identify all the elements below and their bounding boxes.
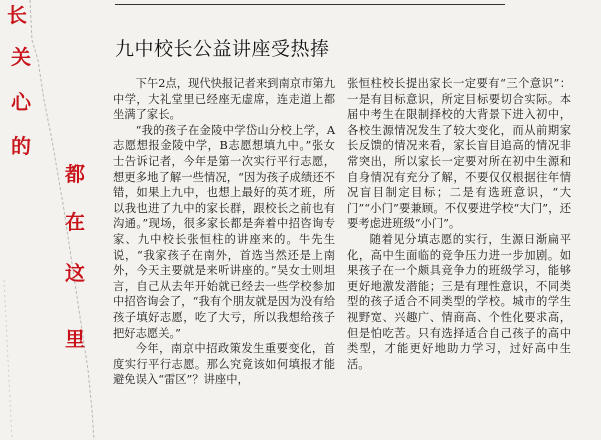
sidebar-char: 在 [65,210,85,234]
sidebar-char: 的 [11,134,31,158]
sidebar-char: 这 [65,261,85,285]
article-column-left [113,76,335,388]
paragraph: 下午2点，现代快报记者来到南京市第九中学，大礼堂里已经座无虚席，连走道上都坐满了家长。 [113,77,335,122]
sidebar-char: 关 [11,45,31,69]
article-headline: 九中校长公益讲座受热捧 [115,38,330,60]
paragraph: 今年，南京中招政策发生重要变化，首度实行平行志愿。那么究竟该如何填报才能避免误入“雷区”？讲座中， [113,342,335,387]
top-rule [115,4,505,5]
article-column-right [347,76,571,372]
sidebar-char: 里 [65,327,85,351]
sidebar-char: 都 [65,162,85,186]
paragraph: 随着见分填志愿的实行，生源日渐扁平化，高中生面临的竞争压力进一步加剧。如果孩子在一个颇具竞争力的班级学习，能够更好地激发潜能；三是有理性意识，不同类型的孩子适合不同类型的学校。城市的学生视野宽、兴趣广、情商高、个性化要求高，但是怕吃苦。只有选择适合自己孩子的高中类型，才能更好地助力学习，过好高中生活。 [347,232,571,371]
paragraph: “我的孩子在金陵中学岱山分校上学，A志愿想报金陵中学，B志愿想填九中。”张女士告诉记者，今年是第一次实行平行志愿，想更多地了解一些情况，“因为孩子成绩还不错，如果上九中，也想上最好的英才班，所以我也进了九中的家长群，跟校长之前也有沟通。”现场，很多家长都是奔着中招咨询专家、九中校长张恒柱的讲座来的。牛先生说，“我家孩子在南外，首选当然还是上南外，今天主要就是来听讲座的。”吴女士则坦言，自己从去年开始就已经去一些学校参加中招咨询会了，“我有个朋友就是因为没有给孩子填好志愿，吃了大亏，所以我想给孩子把好志愿关。” [113,123,335,340]
sidebar-char: 长 [7,3,27,27]
paragraph: 张恒柱校长提出家长一定要有“三个意识”：一是有目标意识，所定目标要切合实际。本届中考生在限制择校的大背景下进入初中，各校生源情况发生了较大变化，而从前期家长反馈的情况来看，家长盲目追高的情况非常突出，所以家长一定要对所在初中生源和自身情况有充分了解，不要仅仅根据往年情况盲目制定目标；二是有选班意识，“大门”“小门”要兼顾。不仅要进学校“大门”，还要考虑进班级“小门”。 [347,77,571,231]
sidebar-char: 心 [11,90,31,114]
